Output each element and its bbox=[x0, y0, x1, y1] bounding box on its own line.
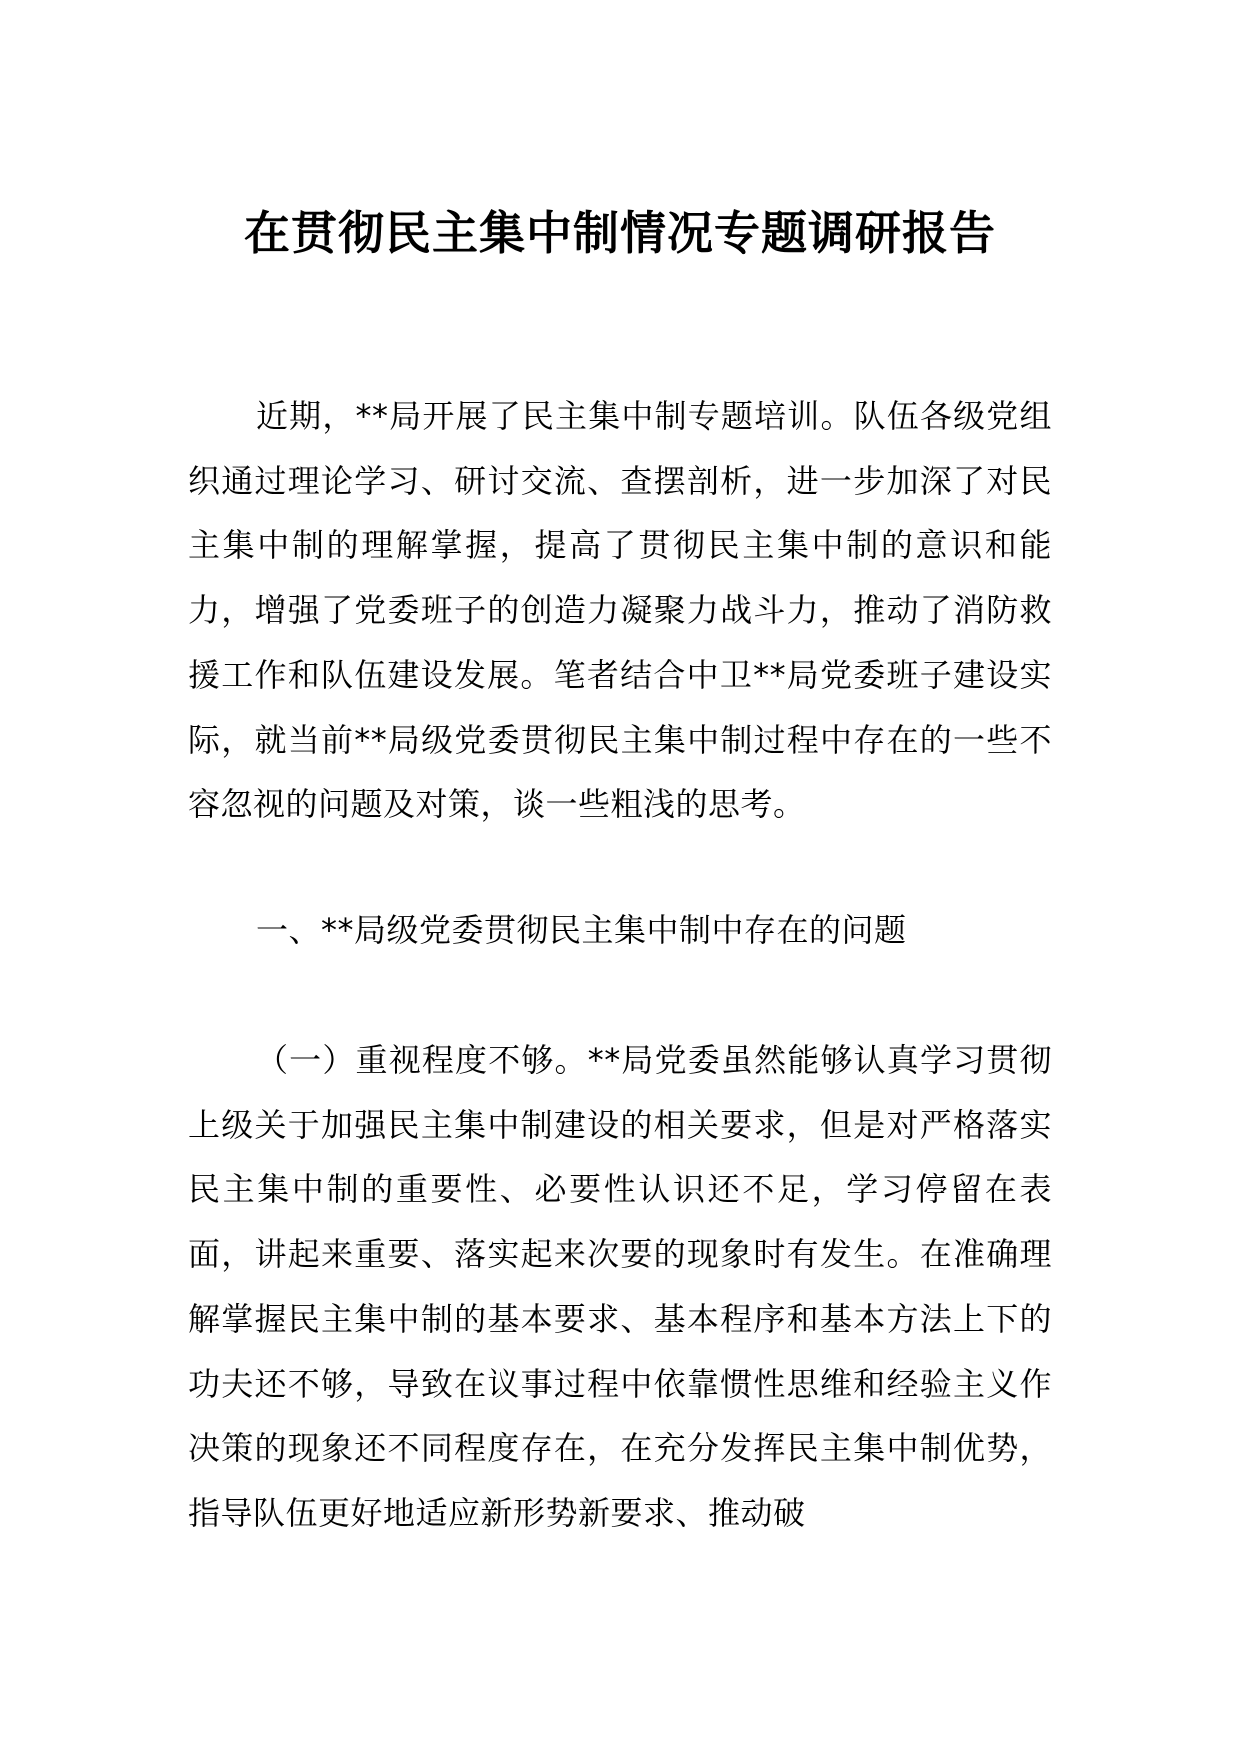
document-title: 在贯彻民主集中制情况专题调研报告 bbox=[244, 206, 996, 260]
section-heading: 一、**局级党委贯彻民主集中制中存在的问题 bbox=[256, 911, 907, 949]
intro-paragraph: 近期，**局开展了民主集中制专题培训。队伍各级党组织通过理论学习、研讨交流、查摆剖析，进一步加深了对民主集中制的理解掌握，提高了贯彻民主集中制的意识和能力，增强了党委班子的创造力凝聚力战斗力，推动了消防救援工作和队伍建设发展。笔者结合中卫**局党委班子建设实际，就当前**局级党委贯彻民主集中制过程中存在的一些不容忽视的问题及对策，谈一些粗浅的思考。 bbox=[188, 397, 1052, 824]
problem-paragraph: （一）重视程度不够。**局党委虽然能够认真学习贯彻上级关于加强民主集中制建设的相关要求，但是对严格落实民主集中制的重要性、必要性认识还不足，学习停留在表面，讲起来重要、落实起来次要的现象时有发生。在准确理解掌握民主集中制的基本要求、基本程序和基本方法上下的功夫还不够，导致在议事过程中依靠惯性思维和经验主义作决策的现象还不同程度存在，在充分发挥民主集中制优势，指导队伍更好地适应新形势新要求、推动破 bbox=[188, 1041, 1052, 1532]
